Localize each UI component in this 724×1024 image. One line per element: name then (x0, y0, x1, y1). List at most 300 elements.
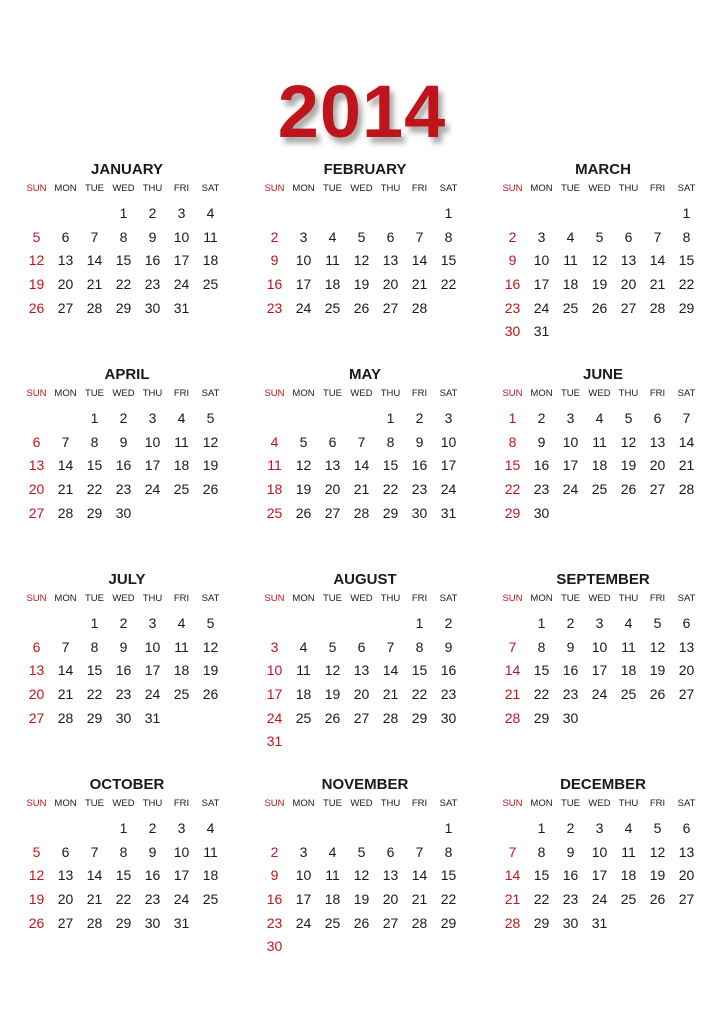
day-cell: 7 (61, 638, 70, 655)
day-cell: 14 (411, 252, 428, 269)
weekday-header: WED (588, 183, 611, 194)
day-cell: 18 (266, 481, 283, 498)
day-cell: 25 (324, 299, 341, 316)
day-cell: 16 (533, 457, 550, 474)
day-cell: 22 (115, 891, 132, 908)
day-cell: 9 (119, 638, 128, 655)
day-cell: 15 (678, 252, 695, 269)
day-cell: 16 (411, 457, 428, 474)
day-cell: 20 (324, 481, 341, 498)
day-cell: 17 (173, 252, 190, 269)
day-cell: 3 (444, 410, 453, 426)
day-cell: 7 (415, 228, 424, 245)
day-cell: 25 (173, 686, 190, 703)
day-cell: 7 (357, 433, 366, 450)
month-name: FEBRUARY (323, 161, 407, 178)
weekday-header: MON (54, 798, 77, 809)
day-cell: 21 (504, 686, 521, 703)
day-cell: 15 (533, 867, 550, 884)
day-cell: 2 (119, 410, 128, 426)
weekday-header: FRI (411, 183, 428, 194)
weekday-header: TUE (323, 388, 342, 399)
day-cell: 31 (173, 299, 190, 316)
day-cell: 27 (382, 299, 399, 316)
day-cell: 9 (566, 843, 575, 860)
day-cell: 4 (206, 205, 215, 221)
weekday-header: THU (380, 183, 401, 194)
day-cell: 27 (28, 504, 45, 521)
day-cell: 31 (266, 733, 283, 750)
day-cell: 28 (678, 481, 695, 498)
day-cell: 5 (624, 410, 633, 426)
weekday-header: THU (380, 593, 401, 604)
day-cell: 18 (620, 867, 637, 884)
day-cell: 6 (61, 228, 70, 245)
day-cell: 16 (115, 662, 132, 679)
month-august (260, 568, 498, 773)
day-cell: 8 (537, 843, 546, 860)
weekday-header: WED (112, 388, 135, 399)
day-cell: 21 (504, 891, 521, 908)
day-cell: 18 (562, 276, 579, 293)
day-cell: 21 (86, 276, 103, 293)
day-cell: 18 (173, 662, 190, 679)
day-cell: 21 (86, 891, 103, 908)
day-cell: 6 (682, 820, 691, 836)
day-cell: 26 (295, 504, 312, 521)
day-cell: 4 (206, 820, 215, 836)
day-cell: 5 (328, 638, 337, 655)
weekday-header: THU (142, 798, 163, 809)
day-cell: 30 (562, 709, 579, 726)
day-cell: 2 (415, 410, 424, 426)
day-cell: 22 (86, 686, 103, 703)
day-cell: 29 (411, 709, 428, 726)
day-cell: 11 (325, 252, 340, 269)
weekday-header: FRI (173, 798, 190, 809)
month-may (260, 363, 498, 568)
weekday-header: THU (142, 183, 163, 194)
weekday-header: WED (588, 798, 611, 809)
weekday-header: SUN (502, 183, 523, 194)
day-cell: 30 (533, 504, 550, 521)
day-cell: 3 (537, 228, 546, 245)
day-cell: 21 (649, 276, 666, 293)
day-cell: 8 (444, 228, 453, 245)
day-cell: 18 (620, 662, 637, 679)
weekday-header: TUE (561, 183, 580, 194)
month-name: MARCH (575, 161, 631, 178)
day-cell: 5 (653, 615, 662, 631)
weekday-header: FRI (411, 798, 428, 809)
day-cell: 29 (504, 504, 521, 521)
day-cell: 22 (533, 891, 550, 908)
day-cell: 3 (177, 820, 186, 836)
day-cell: 14 (504, 662, 521, 679)
day-cell: 4 (566, 228, 575, 245)
day-cell: 24 (591, 891, 608, 908)
day-cell: 13 (620, 252, 637, 269)
day-cell: 19 (620, 457, 637, 474)
day-cell: 12 (353, 867, 370, 884)
day-cell: 5 (32, 228, 41, 245)
day-cell: 13 (678, 843, 695, 860)
weekday-header: WED (350, 593, 373, 604)
weekday-header: WED (350, 798, 373, 809)
day-cell: 23 (533, 481, 550, 498)
day-cell: 26 (649, 686, 666, 703)
weekday-header: THU (618, 183, 639, 194)
day-cell: 13 (57, 867, 74, 884)
day-cell: 4 (624, 820, 633, 836)
day-cell: 10 (533, 252, 550, 269)
day-cell: 16 (266, 891, 283, 908)
day-cell: 12 (353, 252, 370, 269)
day-cell: 27 (57, 299, 74, 316)
weekday-header: SAT (439, 798, 458, 809)
day-cell: 5 (357, 228, 366, 245)
weekday-header: SUN (26, 593, 47, 604)
day-cell: 1 (119, 820, 128, 836)
day-cell: 31 (533, 323, 550, 340)
day-cell: 10 (173, 228, 190, 245)
weekday-header: SAT (201, 798, 220, 809)
day-cell: 20 (353, 686, 370, 703)
day-cell: 21 (382, 686, 399, 703)
day-cell: 7 (682, 410, 691, 426)
day-cell: 30 (266, 938, 283, 955)
day-cell: 7 (508, 843, 517, 860)
day-cell: 19 (28, 276, 45, 293)
weekday-header: SUN (502, 798, 523, 809)
day-cell: 27 (353, 709, 370, 726)
weekday-header: SAT (439, 593, 458, 604)
day-cell: 9 (566, 638, 575, 655)
weekday-header: WED (112, 183, 135, 194)
day-cell: 6 (682, 615, 691, 631)
day-cell: 22 (115, 276, 132, 293)
weekday-header: SAT (677, 388, 696, 399)
day-cell: 17 (144, 662, 161, 679)
month-november (260, 773, 498, 978)
day-cell: 20 (678, 867, 695, 884)
day-cell: 16 (562, 662, 579, 679)
day-cell: 22 (678, 276, 695, 293)
day-cell: 25 (324, 914, 341, 931)
weekday-header: SUN (26, 388, 47, 399)
weekday-header: MON (292, 593, 315, 604)
weekday-header: TUE (561, 798, 580, 809)
day-cell: 1 (537, 820, 546, 836)
day-cell: 3 (566, 410, 575, 426)
weekday-header: TUE (561, 593, 580, 604)
day-cell: 14 (649, 252, 666, 269)
weekday-header: WED (112, 593, 135, 604)
day-cell: 14 (382, 662, 399, 679)
day-cell: 7 (61, 433, 70, 450)
day-cell: 17 (533, 276, 550, 293)
day-cell: 19 (295, 481, 312, 498)
day-cell: 3 (299, 843, 308, 860)
weekday-header: FRI (649, 798, 666, 809)
day-cell: 30 (440, 709, 457, 726)
day-cell: 21 (57, 481, 74, 498)
day-cell: 20 (678, 662, 695, 679)
day-cell: 8 (90, 433, 99, 450)
day-cell: 17 (562, 457, 579, 474)
day-cell: 2 (148, 820, 157, 836)
day-cell: 31 (591, 914, 608, 931)
day-cell: 12 (28, 867, 45, 884)
month-name: AUGUST (333, 571, 397, 588)
day-cell: 7 (386, 638, 395, 655)
day-cell: 18 (202, 252, 219, 269)
day-cell: 4 (177, 410, 186, 426)
weekday-header: WED (112, 798, 135, 809)
weekday-header: FRI (649, 183, 666, 194)
day-cell: 11 (592, 433, 607, 450)
day-cell: 13 (678, 638, 695, 655)
day-cell: 16 (504, 276, 521, 293)
day-cell: 10 (173, 843, 190, 860)
day-cell: 13 (28, 457, 45, 474)
day-cell: 31 (440, 504, 457, 521)
day-cell: 1 (119, 205, 128, 221)
day-cell: 21 (411, 891, 428, 908)
day-cell: 3 (299, 228, 308, 245)
day-cell: 9 (270, 252, 279, 269)
day-cell: 8 (508, 433, 517, 450)
day-cell: 1 (508, 410, 517, 426)
day-cell: 15 (115, 867, 132, 884)
day-cell: 21 (678, 457, 695, 474)
day-cell: 6 (357, 638, 366, 655)
day-cell: 29 (86, 504, 103, 521)
weekday-header: THU (142, 388, 163, 399)
day-cell: 2 (119, 615, 128, 631)
day-cell: 26 (620, 481, 637, 498)
day-cell: 24 (266, 709, 283, 726)
day-cell: 3 (270, 638, 279, 655)
day-cell: 22 (411, 686, 428, 703)
weekday-header: SAT (677, 183, 696, 194)
day-cell: 14 (57, 457, 74, 474)
day-cell: 10 (591, 843, 608, 860)
month-september (498, 568, 712, 773)
weekday-header: MON (54, 593, 77, 604)
day-cell: 23 (266, 299, 283, 316)
day-cell: 9 (537, 433, 546, 450)
day-cell: 8 (682, 228, 691, 245)
day-cell: 1 (415, 615, 424, 631)
day-cell: 19 (353, 276, 370, 293)
day-cell: 16 (440, 662, 457, 679)
weekday-header: SUN (264, 388, 285, 399)
weekday-header: MON (292, 798, 315, 809)
day-cell: 23 (504, 299, 521, 316)
day-cell: 6 (386, 228, 395, 245)
day-cell: 30 (144, 914, 161, 931)
weekday-header: MON (292, 388, 315, 399)
day-cell: 25 (266, 504, 283, 521)
weekday-header: TUE (85, 388, 104, 399)
day-cell: 10 (591, 638, 608, 655)
month-name: DECEMBER (560, 776, 646, 793)
day-cell: 19 (649, 867, 666, 884)
day-cell: 24 (144, 481, 161, 498)
day-cell: 13 (324, 457, 341, 474)
day-cell: 7 (90, 843, 99, 860)
day-cell: 25 (591, 481, 608, 498)
day-cell: 22 (440, 891, 457, 908)
day-cell: 25 (202, 891, 219, 908)
day-cell: 9 (119, 433, 128, 450)
day-cell: 24 (295, 299, 312, 316)
day-cell: 12 (324, 662, 341, 679)
day-cell: 27 (678, 686, 695, 703)
day-cell: 14 (86, 867, 103, 884)
weekday-header: SAT (201, 593, 220, 604)
day-cell: 2 (508, 228, 517, 245)
day-cell: 4 (299, 638, 308, 655)
weekday-header: FRI (173, 388, 190, 399)
day-cell: 13 (382, 867, 399, 884)
day-cell: 25 (173, 481, 190, 498)
day-cell: 19 (591, 276, 608, 293)
day-cell: 22 (440, 276, 457, 293)
day-cell: 15 (382, 457, 399, 474)
weekday-header: WED (350, 183, 373, 194)
day-cell: 11 (203, 228, 218, 245)
day-cell: 24 (144, 686, 161, 703)
day-cell: 4 (177, 615, 186, 631)
day-cell: 11 (621, 843, 636, 860)
day-cell: 15 (440, 867, 457, 884)
weekday-header: WED (588, 388, 611, 399)
day-cell: 30 (411, 504, 428, 521)
day-cell: 30 (504, 323, 521, 340)
day-cell: 25 (295, 709, 312, 726)
day-cell: 20 (57, 891, 74, 908)
day-cell: 20 (57, 276, 74, 293)
day-cell: 5 (299, 433, 308, 450)
day-cell: 18 (324, 891, 341, 908)
day-cell: 13 (28, 662, 45, 679)
day-cell: 19 (202, 662, 219, 679)
weekday-header: MON (54, 183, 77, 194)
weekday-header: TUE (561, 388, 580, 399)
weekday-header: SAT (201, 388, 220, 399)
day-cell: 28 (649, 299, 666, 316)
day-cell: 12 (295, 457, 312, 474)
weekday-header: WED (350, 388, 373, 399)
day-cell: 18 (324, 276, 341, 293)
day-cell: 28 (382, 709, 399, 726)
day-cell: 27 (382, 914, 399, 931)
day-cell: 13 (649, 433, 666, 450)
weekday-header: SAT (201, 183, 220, 194)
day-cell: 27 (28, 709, 45, 726)
day-cell: 5 (32, 843, 41, 860)
day-cell: 28 (57, 709, 74, 726)
day-cell: 29 (440, 914, 457, 931)
day-cell: 20 (28, 481, 45, 498)
day-cell: 11 (174, 638, 189, 655)
weekday-header: WED (588, 593, 611, 604)
day-cell: 19 (324, 686, 341, 703)
weekday-header: SUN (26, 798, 47, 809)
day-cell: 6 (32, 433, 41, 450)
month-june (498, 363, 712, 568)
day-cell: 5 (206, 615, 215, 631)
day-cell: 28 (504, 709, 521, 726)
day-cell: 28 (86, 299, 103, 316)
weekday-header: SUN (26, 183, 47, 194)
day-cell: 3 (595, 615, 604, 631)
day-cell: 12 (620, 433, 637, 450)
day-cell: 5 (357, 843, 366, 860)
day-cell: 26 (353, 914, 370, 931)
weekday-header: MON (292, 183, 315, 194)
day-cell: 22 (382, 481, 399, 498)
day-cell: 23 (115, 686, 132, 703)
months-grid (22, 158, 712, 978)
day-cell: 24 (173, 276, 190, 293)
month-march (498, 158, 712, 363)
day-cell: 30 (144, 299, 161, 316)
day-cell: 20 (620, 276, 637, 293)
day-cell: 10 (562, 433, 579, 450)
day-cell: 1 (444, 205, 453, 221)
day-cell: 26 (353, 299, 370, 316)
day-cell: 5 (595, 228, 604, 245)
day-cell: 9 (508, 252, 517, 269)
day-cell: 24 (173, 891, 190, 908)
day-cell: 10 (144, 638, 161, 655)
day-cell: 29 (382, 504, 399, 521)
day-cell: 15 (440, 252, 457, 269)
weekday-header: MON (530, 183, 553, 194)
day-cell: 21 (57, 686, 74, 703)
day-cell: 26 (324, 709, 341, 726)
day-cell: 6 (328, 433, 337, 450)
day-cell: 16 (562, 867, 579, 884)
day-cell: 26 (28, 299, 45, 316)
day-cell: 7 (415, 843, 424, 860)
day-cell: 9 (270, 867, 279, 884)
weekday-header: SAT (439, 388, 458, 399)
day-cell: 18 (591, 457, 608, 474)
day-cell: 15 (411, 662, 428, 679)
day-cell: 13 (57, 252, 74, 269)
day-cell: 14 (353, 457, 370, 474)
weekday-header: FRI (649, 388, 666, 399)
day-cell: 3 (595, 820, 604, 836)
month-april (22, 363, 260, 568)
day-cell: 12 (202, 638, 219, 655)
month-name: APRIL (104, 366, 150, 383)
day-cell: 5 (653, 820, 662, 836)
day-cell: 22 (533, 686, 550, 703)
day-cell: 28 (504, 914, 521, 931)
day-cell: 7 (90, 228, 99, 245)
day-cell: 8 (386, 433, 395, 450)
day-cell: 11 (563, 252, 578, 269)
month-name: SEPTEMBER (556, 571, 650, 588)
day-cell: 27 (678, 891, 695, 908)
day-cell: 23 (440, 686, 457, 703)
day-cell: 30 (562, 914, 579, 931)
